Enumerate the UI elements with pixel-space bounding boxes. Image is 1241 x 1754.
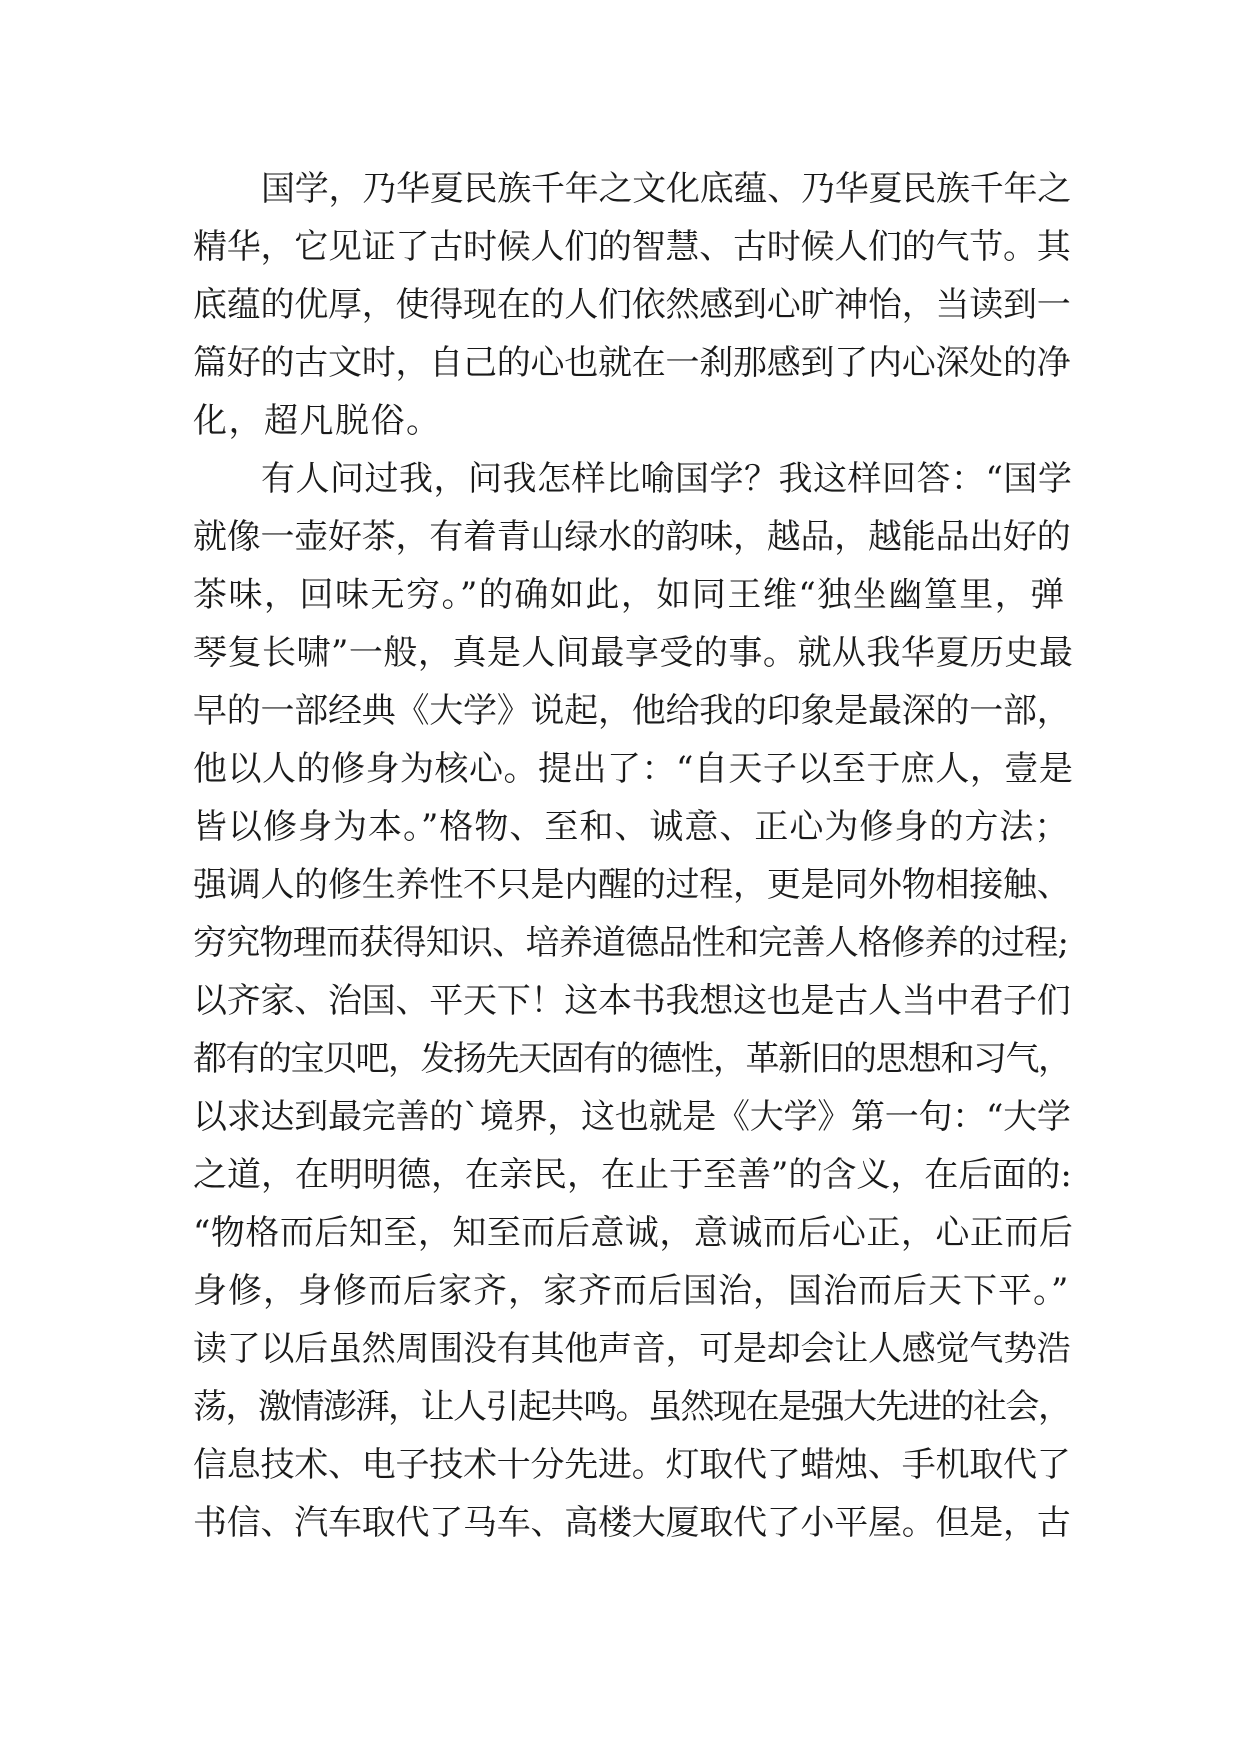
text-line: 他以人的修身为核心。提出了：“自天子以至于庶人，壹是 bbox=[193, 749, 1074, 789]
text-line: 化，超凡脱俗。 bbox=[193, 401, 442, 441]
text-line: 皆以修身为本。”格物、至和、诚意、正心为修身的方法； bbox=[193, 807, 1070, 847]
text-line: 之道，在明明德，在亲民，在止于至善”的含义，在后面的: bbox=[193, 1155, 1072, 1195]
text-line: 信息技术、电子技术十分先进。灯取代了蜡烛、手机取代了 bbox=[193, 1445, 1071, 1485]
text-line: 荡，激情澎湃，让人引起共鸣。虽然现在是强大先进的社会， bbox=[193, 1387, 1071, 1427]
text-line: 身修，身修而后家齐，家齐而后国治，国治而后天下平。” bbox=[193, 1271, 1070, 1311]
text-line: 书信、汽车取代了马车、高楼大厦取代了小平屋。但是，古 bbox=[193, 1503, 1071, 1543]
text-line: 都有的宝贝吧，发扬先天固有的德性，革新旧的思想和习气， bbox=[193, 1039, 1071, 1079]
text-line: 以求达到最完善的`境界，这也就是《大学》第一句：“大学 bbox=[193, 1097, 1071, 1137]
paragraph-2 bbox=[193, 450, 1073, 1552]
text-line: 国学，乃华夏民族千年之文化底蕴、乃华夏民族千年之 bbox=[261, 169, 1071, 209]
text-line: 强调人的修生养性不只是内醒的过程，更是同外物相接触、 bbox=[193, 865, 1071, 905]
text-line: 精华，它见证了古时候人们的智慧、古时候人们的气节。其 bbox=[193, 227, 1071, 267]
text-line: 穷究物理而获得知识、培养道德品性和完善人格修养的过程; bbox=[193, 923, 1069, 963]
document-body bbox=[193, 160, 1073, 1552]
text-line: 读了以后虽然周围没有其他声音，可是却会让人感觉气势浩 bbox=[193, 1329, 1071, 1369]
text-line: 茶味，回味无穷。”的确如此，如同王维“独坐幽篁里，弹 bbox=[193, 575, 1066, 615]
text-line: 篇好的古文时，自己的心也就在一刹那感到了内心深处的净 bbox=[193, 343, 1071, 383]
text-line: 底蕴的优厚，使得现在的人们依然感到心旷神怡，当读到一 bbox=[193, 285, 1071, 325]
text-line: 就像一壶好茶，有着青山绿水的韵味，越品，越能品出好的 bbox=[193, 517, 1071, 557]
text-line: “物格而后知至，知至而后意诚，意诚而后心正，心正而后 bbox=[193, 1213, 1074, 1253]
paragraph-1 bbox=[193, 160, 1073, 450]
text-line: 琴复长啸”一般，真是人间最享受的事。就从我华夏历史最 bbox=[193, 633, 1074, 673]
text-line: 有人问过我，问我怎样比喻国学？我这样回答：“国学 bbox=[261, 459, 1073, 499]
text-line: 以齐家、治国、平天下！这本书我想这也是古人当中君子们 bbox=[193, 981, 1071, 1021]
text-line: 早的一部经典《大学》说起，他给我的印象是最深的一部， bbox=[193, 691, 1071, 731]
